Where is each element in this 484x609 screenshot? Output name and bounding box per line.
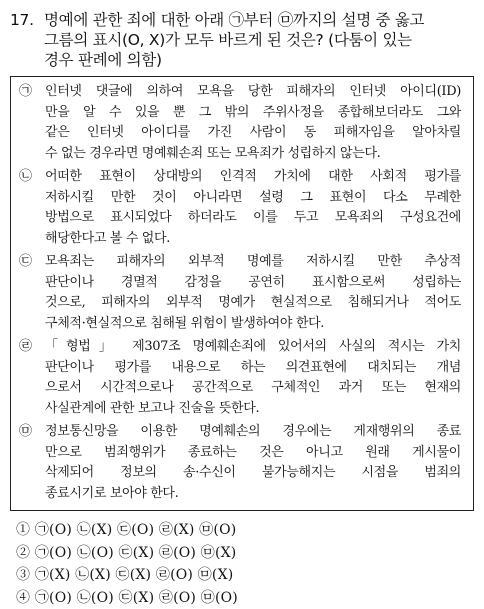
statement-line: 사실관계에 관한 보고나 진술을 뜻한다.	[45, 399, 461, 420]
statement-line: 구체적·현실적으로 침해될 위험이 발생하여야 한다.	[45, 314, 461, 335]
statement-item	[19, 252, 461, 334]
statement-marker: ㉠	[19, 82, 45, 103]
answer-option-2[interactable]: ② ㉠(O) ㉡(O) ㉢(X) ㉣(O) ㉤(X)	[16, 542, 474, 565]
statement-item	[19, 167, 461, 249]
statement-line: 정보통신망을 이용한 명예훼손의 경우에는 게재행위의 종료	[45, 422, 461, 443]
statement-box	[10, 76, 474, 511]
statement-line: 같은 인터넷 아이디를 가진 사람이 동 피해자임을 알아차릴	[45, 123, 461, 144]
statement-line: 만으로 범죄행위가 종료하는 것은 아니고 원래 게시물이	[45, 443, 461, 464]
statement-line: 방법으로 표시되었다 하더라도 이를 두고 모욕죄의 구성요건에	[45, 208, 461, 229]
statement-marker: ㉣	[19, 337, 45, 358]
question-header	[10, 10, 474, 70]
statement-line: 저하시킬 만한 것이 아니라면 설령 그 표현이 다소 무례한	[45, 188, 461, 209]
question-stem-line: 경우 판례에 의함)	[44, 50, 474, 70]
statement-line: 인터넷 댓글에 의하여 모욕을 당한 피해자의 인터넷 아이디(ID)	[45, 82, 461, 103]
statement-line: 수 없는 경우라면 명예훼손죄 또는 모욕죄가 성립하지 않는다.	[45, 144, 461, 165]
statement-line: 어떠한 표현이 상대방의 인격적 가치에 대한 사회적 평가를	[45, 167, 461, 188]
question-stem-line: 그름의 표시(O, X)가 모두 바르게 된 것은? (다툼이 있는	[44, 30, 474, 50]
statement-line: 만을 알 수 있을 뿐 그 밖의 주위사정을 종합해보더라도 그와	[45, 103, 461, 124]
statement-line: 판단이나 평가를 내용으로 하는 의견표현에 대치되는 개념	[45, 358, 461, 379]
statement-line: 「형법」 제307조 명예훼손죄에 있어서의 사실의 적시는 가치	[45, 337, 461, 358]
answer-option-1[interactable]: ① ㉠(O) ㉡(X) ㉢(O) ㉣(X) ㉤(O)	[16, 519, 474, 542]
statement-item	[19, 422, 461, 504]
question-stem-line: 명예에 관한 죄에 대한 아래 ㉠부터 ㉤까지의 설명 중 옳고	[44, 10, 474, 30]
statement-text	[45, 167, 461, 249]
statement-marker: ㉡	[19, 167, 45, 188]
statement-item	[19, 337, 461, 419]
statement-marker: ㉢	[19, 252, 45, 273]
answer-option-4[interactable]: ④ ㉠(O) ㉡(O) ㉢(X) ㉣(O) ㉤(O)	[16, 587, 474, 609]
statement-text	[45, 252, 461, 334]
statement-marker: ㉤	[19, 422, 45, 443]
statement-line: 으로서 시간적으로나 공간적으로 구체적인 과거 또는 현재의	[45, 378, 461, 399]
statement-text	[45, 82, 461, 164]
statement-line: 해당한다고 볼 수 없다.	[45, 229, 461, 250]
statement-line: 삭제되어 정보의 송·수신이 불가능해지는 시점을 범죄의	[45, 463, 461, 484]
statement-line: 종료시기로 보아야 한다.	[45, 484, 461, 505]
answer-options	[10, 519, 474, 609]
statement-item	[19, 82, 461, 164]
statement-text	[45, 422, 461, 504]
answer-option-3[interactable]: ③ ㉠(X) ㉡(X) ㉢(X) ㉣(O) ㉤(X)	[16, 564, 474, 587]
statement-line: 모욕죄는 피해자의 외부적 명예를 저하시킬 만한 추상적	[45, 252, 461, 273]
statement-line: 판단이나 경멸적 감정을 공연히 표시함으로써 성립하는	[45, 273, 461, 294]
question-stem	[44, 10, 474, 70]
question-number: 17.	[10, 10, 44, 30]
statement-line: 것으로, 피해자의 외부적 명예가 현실적으로 침해되거나 적어도	[45, 293, 461, 314]
statement-text	[45, 337, 461, 419]
